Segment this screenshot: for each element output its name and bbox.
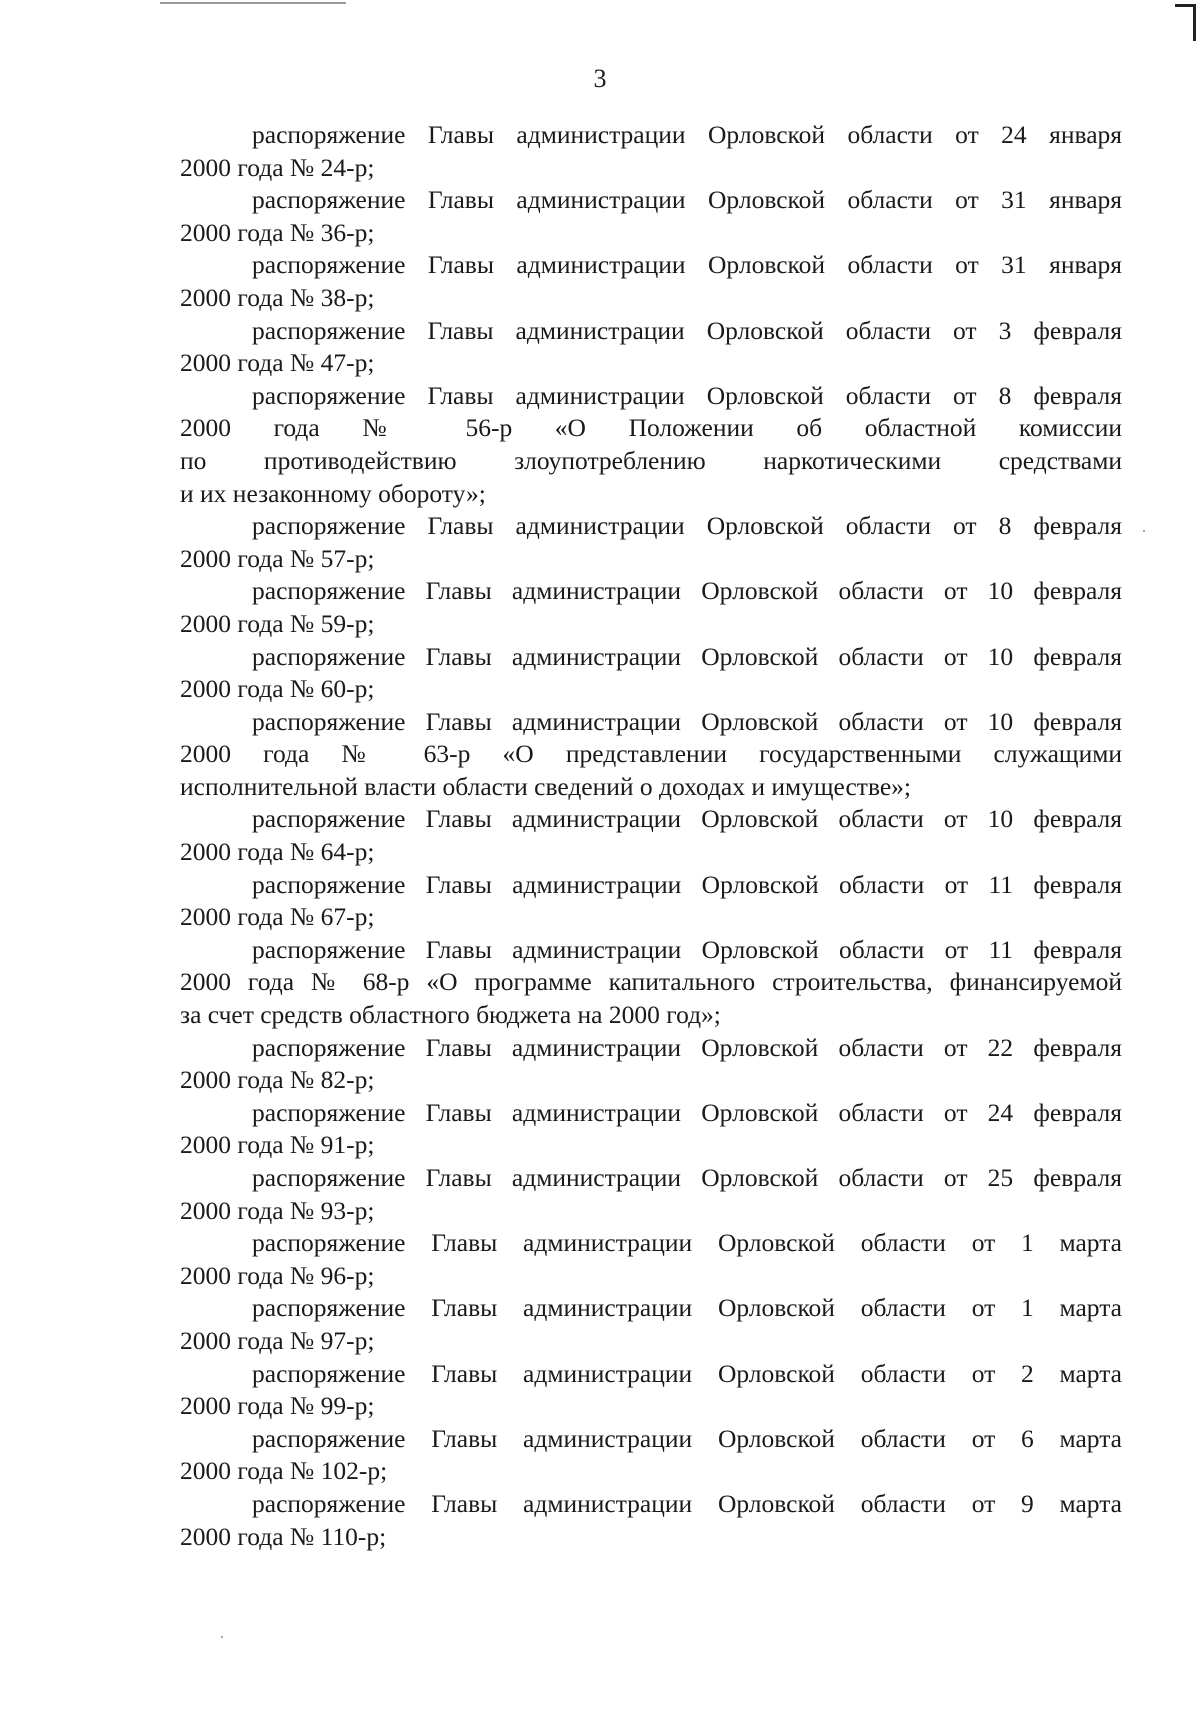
corner-crop-mark <box>1175 4 1196 41</box>
decree-entry-heading-line: распоряжение Главы администрации Орловской области от 1 марта <box>252 1293 1122 1323</box>
decree-entry <box>180 1032 1122 1097</box>
decree-entry-heading-line: распоряжение Главы администрации Орловской области от 2 марта <box>252 1358 1122 1388</box>
decree-entry-heading-line: распоряжение Главы администрации Орловской области от 9 марта <box>252 1488 1122 1518</box>
decree-entry-line: 2000 года № 96-р; <box>180 1260 375 1290</box>
decree-entry <box>180 706 1122 804</box>
decree-entry-heading-line: распоряжение Главы администрации Орловской области от 1 марта <box>252 1228 1122 1258</box>
decree-entry <box>180 803 1122 868</box>
decree-entry <box>180 1162 1122 1227</box>
decree-entry-heading-line: распоряжение Главы администрации Орловской области от 10 февраля <box>252 641 1122 671</box>
decree-entry <box>180 249 1122 314</box>
decree-entry-line: 2000 года № 57-р; <box>180 543 375 573</box>
decree-entry <box>180 869 1122 934</box>
decree-entry-line: 2000 года № 24-р; <box>180 152 375 182</box>
decree-entry-line: 2000 года № 59-р; <box>180 608 375 638</box>
decree-entry-heading-line: распоряжение Главы администрации Орловской области от 11 февраля <box>252 869 1122 899</box>
decree-entry-line: 2000 года № 56-р «О Положении об областной комиссии <box>180 413 1122 443</box>
decree-entry <box>180 1358 1122 1423</box>
document-body <box>180 119 1122 1553</box>
decree-entry-heading-line: распоряжение Главы администрации Орловской области от 10 февраля <box>252 576 1122 606</box>
decree-entry-line: 2000 года № 68-р «О программе капитального строительства, финансируемой <box>180 967 1122 997</box>
decree-entry-heading-line: распоряжение Главы администрации Орловской области от 11 февраля <box>252 934 1122 964</box>
page-number: 3 <box>593 64 607 93</box>
decree-entry <box>180 1227 1122 1292</box>
decree-entry-line: за счет средств областного бюджета на 2000 год»; <box>180 1000 721 1030</box>
decree-entry-heading-line: распоряжение Главы администрации Орловской области от 10 февраля <box>252 706 1122 736</box>
decree-entry-line: 2000 года № 63-р «О представлении государственными служащими <box>180 739 1122 769</box>
decree-entry-heading-line: распоряжение Главы администрации Орловской области от 31 января <box>252 185 1122 215</box>
decree-entry-line: 2000 года № 60-р; <box>180 674 375 704</box>
decree-entry-line: исполнительной власти области сведений о доходах и имуществе»; <box>180 771 911 801</box>
decree-entry <box>180 641 1122 706</box>
decree-entry-line: 2000 года № 47-р; <box>180 348 375 378</box>
decree-entry <box>180 380 1122 510</box>
decree-entry <box>180 575 1122 640</box>
decree-entry-line: по противодействию злоупотреблению наркотическими средствами <box>180 445 1122 475</box>
decree-entry-line: 2000 года № 91-р; <box>180 1130 375 1160</box>
scan-speck <box>221 1636 223 1638</box>
scan-speck <box>1143 530 1145 532</box>
decree-entry-line: 2000 года № 93-р; <box>180 1195 375 1225</box>
decree-entry <box>180 1097 1122 1162</box>
decree-entry-line: 2000 года № 99-р; <box>180 1391 375 1421</box>
decree-entry-heading-line: распоряжение Главы администрации Орловской области от 25 февраля <box>252 1163 1122 1192</box>
decree-entry-line: и их незаконному обороту»; <box>180 478 486 508</box>
decree-entry <box>180 934 1122 1032</box>
decree-entry-heading-line: распоряжение Главы администрации Орловской области от 31 января <box>252 250 1122 280</box>
decree-entry-heading-line: распоряжение Главы администрации Орловской области от 10 февраля <box>252 804 1122 834</box>
decree-entry-heading-line: распоряжение Главы администрации Орловской области от 22 февраля <box>252 1032 1122 1062</box>
decree-entry-line: 2000 года № 64-р; <box>180 837 375 867</box>
decree-entry <box>180 1292 1122 1357</box>
decree-entry <box>180 184 1122 249</box>
decree-entry-line: 2000 года № 36-р; <box>180 217 375 247</box>
decree-entry-line: 2000 года № 110-р; <box>180 1521 387 1551</box>
decree-entry <box>180 315 1122 380</box>
decree-entry-line: 2000 года № 67-р; <box>180 902 375 932</box>
decree-entry-line: 2000 года № 97-р; <box>180 1325 375 1355</box>
decree-entry-line: 2000 года № 102-р; <box>180 1456 388 1486</box>
decree-entry-heading-line: распоряжение Главы администрации Орловской области от 24 января <box>252 120 1122 149</box>
decree-entry <box>180 1423 1122 1488</box>
decree-entry <box>180 119 1122 184</box>
decree-entry <box>180 1488 1122 1553</box>
scan-edge-line <box>160 2 346 4</box>
decree-entry-line: 2000 года № 82-р; <box>180 1065 375 1095</box>
decree-entry-heading-line: распоряжение Главы администрации Орловской области от 24 февраля <box>252 1097 1122 1127</box>
decree-entry-heading-line: распоряжение Главы администрации Орловской области от 6 марта <box>252 1423 1122 1453</box>
decree-entry-line: 2000 года № 38-р; <box>180 282 375 312</box>
decree-entry-heading-line: распоряжение Главы администрации Орловской области от 8 февраля <box>252 380 1122 410</box>
decree-entry <box>180 510 1122 575</box>
decree-entry-heading-line: распоряжение Главы администрации Орловской области от 3 февраля <box>252 315 1122 345</box>
decree-entry-heading-line: распоряжение Главы администрации Орловской области от 8 февраля <box>252 511 1122 541</box>
